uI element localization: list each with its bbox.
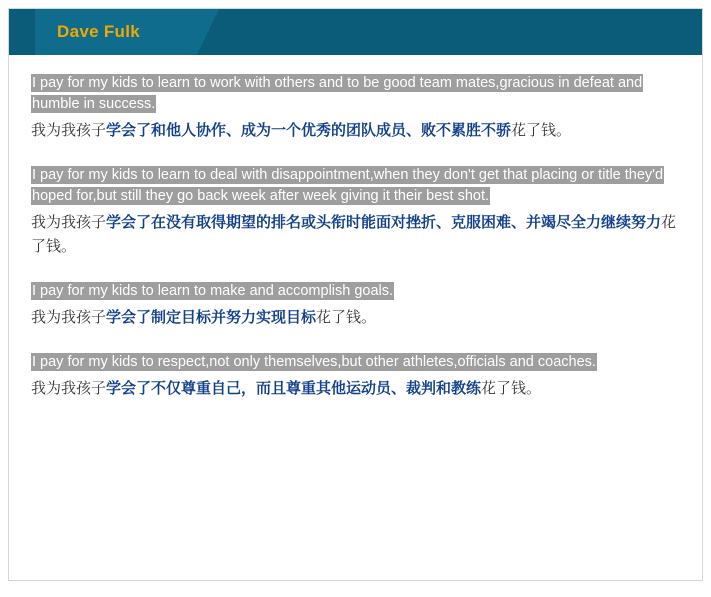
- article-card: [8, 8, 703, 581]
- article-body: [9, 55, 702, 411]
- chinese-highlight: 学会了在没有取得期望的排名或头衔时能面对挫折、克服困难、并竭尽全力继续努力: [106, 214, 662, 231]
- chinese-paragraph: [31, 119, 680, 143]
- chinese-paragraph: [31, 306, 680, 330]
- english-paragraph: [31, 165, 680, 207]
- english-paragraph: [31, 281, 680, 302]
- english-paragraph: [31, 73, 680, 115]
- chinese-prefix: 我为我孩子: [31, 309, 107, 326]
- chinese-prefix: 我为我孩子: [31, 380, 107, 397]
- paragraph-block: [31, 165, 680, 259]
- chinese-prefix: 我为我孩子: [31, 122, 107, 139]
- chinese-suffix: 花了钱。: [511, 122, 572, 139]
- paragraph-block: [31, 73, 680, 143]
- chinese-paragraph: [31, 377, 680, 401]
- english-text: I pay for my kids to respect,not only themselves,but other athletes,officials and coaches.: [32, 354, 596, 370]
- chinese-highlight: 学会了不仅尊重自己，而且尊重其他运动员、裁判和教练: [106, 380, 482, 397]
- english-text: I pay for my kids to learn to make and accomplish goals.: [32, 283, 394, 299]
- chinese-suffix: 花了钱。: [316, 309, 377, 326]
- chinese-highlight: 学会了制定目标并努力实现目标: [106, 309, 317, 326]
- chinese-suffix: 花了钱。: [481, 380, 542, 397]
- english-paragraph: [31, 352, 680, 373]
- page-title: Dave Fulk: [57, 22, 141, 41]
- paragraph-block: [31, 352, 680, 401]
- card-header: [9, 9, 702, 55]
- english-text: I pay for my kids to learn to deal with disappointment,when they don't get that placing or title they'd hoped for,but still they go back week after week giving it their best shot.: [32, 167, 664, 204]
- chinese-paragraph: [31, 211, 680, 259]
- chinese-suffix: 花了钱。: [31, 214, 677, 255]
- header-left-block: [9, 9, 35, 55]
- english-text: I pay for my kids to learn to work with others and to be good team mates,gracious in defeat and humble in success.: [32, 75, 643, 112]
- chinese-prefix: 我为我孩子: [31, 214, 107, 231]
- chinese-highlight: 学会了和他人协作、成为一个优秀的团队成员、败不累胜不骄: [106, 122, 512, 139]
- paragraph-block: [31, 281, 680, 330]
